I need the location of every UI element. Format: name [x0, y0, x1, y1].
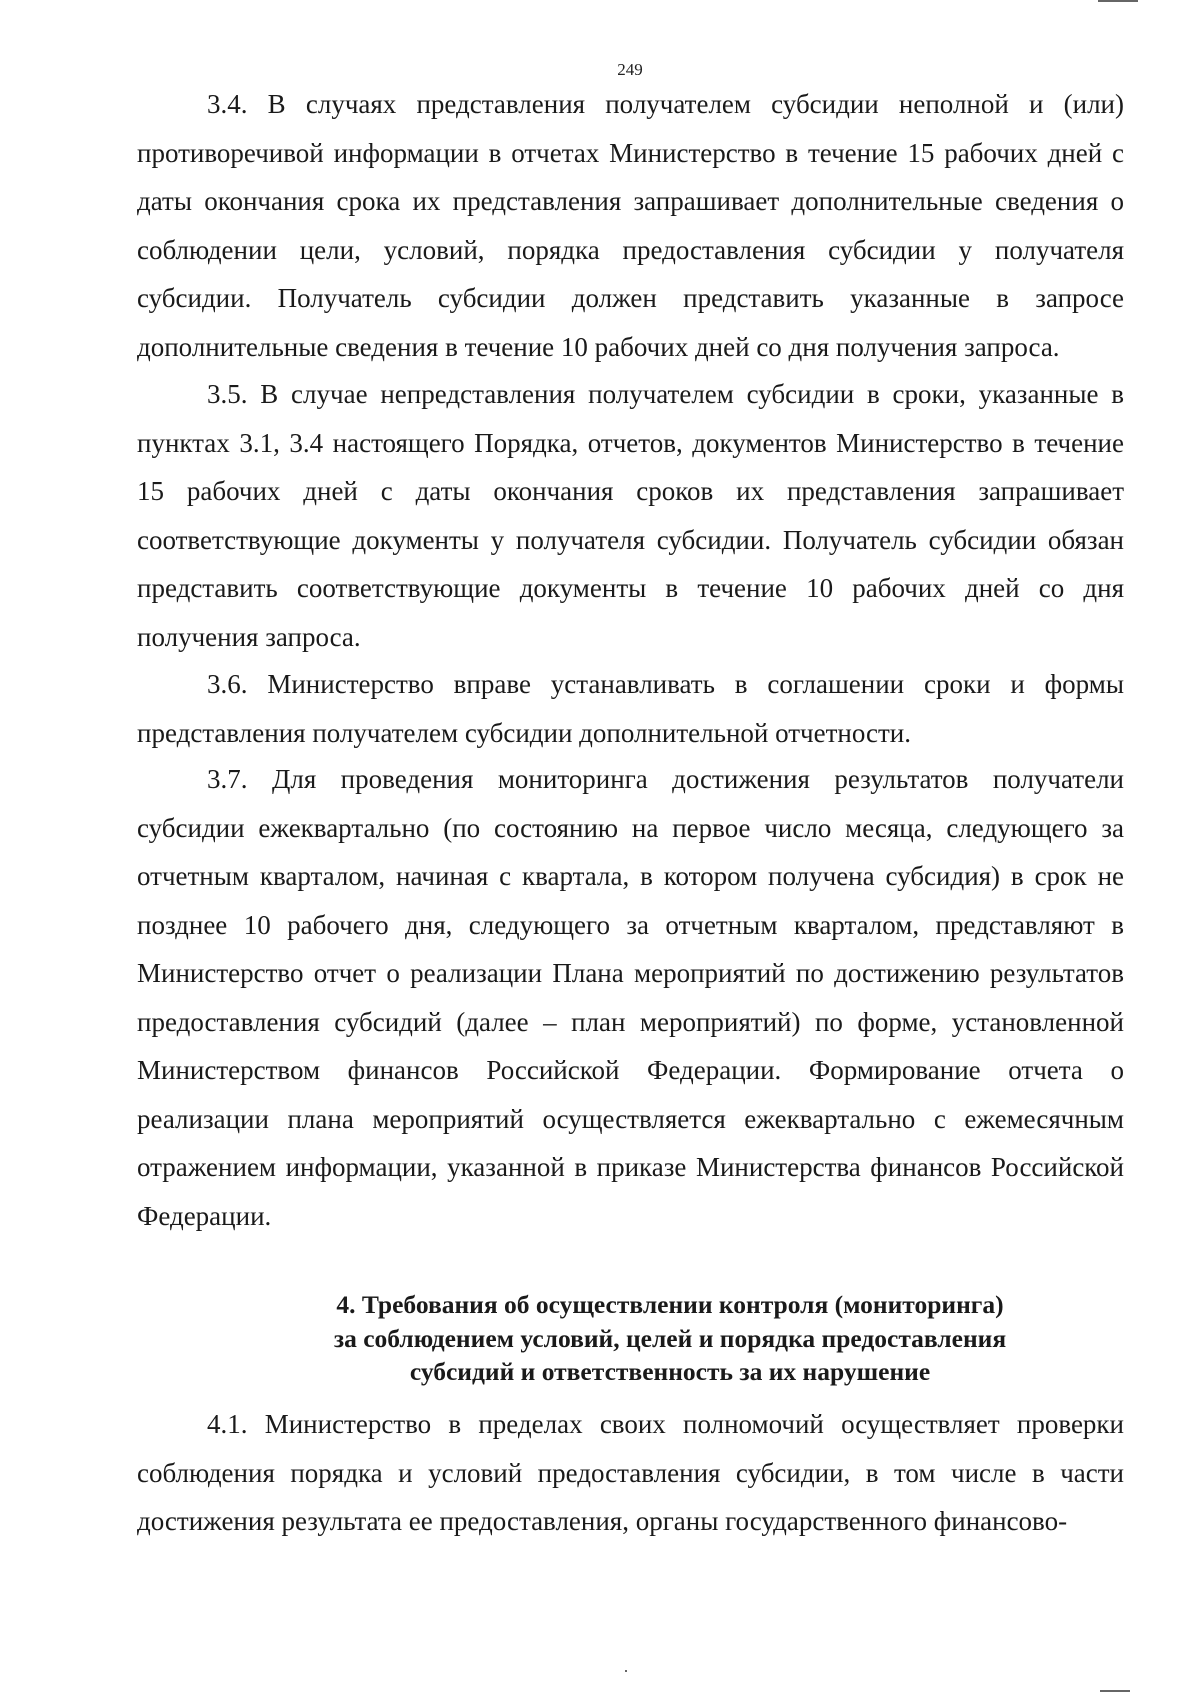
scan-artifact-bottom-right — [1100, 1690, 1130, 1692]
paragraph-3-7: 3.7. Для проведения мониторинга достижения результатов получатели субсидии ежеквартально (по состоянию на первое число месяца, следующего за отчетным кварталом, начиная с квартала, в котором получена субсидия) в срок не позднее 10 рабочего дня, следующего за отчетным кварталом, представляют в Министерство отчет о реализации Плана мероприятий по достижению результатов предоставления субсидий (далее – план мероприятий) по форме, установленной Министерством финансов Российской Федерации. Формирование отчета о реализации плана мероприятий осуществляется ежеквартально с ежемесячным отражением информации, указанной в приказе Министерства финансов Российской Федерации. — [137, 764, 1124, 1231]
paragraph-3-5: 3.5. В случае непредставления получателем субсидии в сроки, указанные в пунктах 3.1, 3.4 настоящего Порядка, отчетов, документов Министерство в течение 15 рабочих дней с даты окончания сроков их представления запрашивает соответствующие документы у получателя субсидии. Получатель субсидии обязан представить соответствующие документы в течение 10 рабочих дней со дня получения запроса. — [137, 379, 1124, 652]
page-number: 249 — [617, 60, 643, 79]
section-4-heading-line-2: за соблюдением условий, целей и порядка предоставления — [333, 1323, 1007, 1353]
section-4-heading-line-3: субсидий и ответственность за их нарушение — [409, 1357, 931, 1386]
scan-artifact-top-right — [1098, 0, 1138, 2]
section-4-heading — [200, 1288, 1140, 1389]
section-4-heading-line-1: 4. Требования об осуществлении контроля (мониторинга) — [336, 1290, 1004, 1319]
scan-artifact-bottom-dot — [625, 1670, 627, 1672]
paragraph-3-4: 3.4. В случаях представления получателем субсидии неполной и (или) противоречивой информации в отчетах Министерство в течение 15 рабочих дней с даты окончания срока их представления запрашивает дополнительные сведения о соблюдении цели, условий, порядка предоставления субсидии у получателя субсидии. Получатель субсидии должен представить указанные в запросе дополнительные сведения в течение 10 рабочих дней со дня получения запроса. — [137, 89, 1124, 362]
paragraph-3-6: 3.6. Министерство вправе устанавливать в соглашении сроки и формы представления получателем субсидии дополнительной отчетности. — [137, 669, 1124, 748]
paragraph-4-1: 4.1. Министерство в пределах своих полномочий осуществляет проверки соблюдения порядка и условий предоставления субсидии, в том числе в части достижения результата ее предоставления, органы государственного финансово- — [137, 1409, 1124, 1536]
